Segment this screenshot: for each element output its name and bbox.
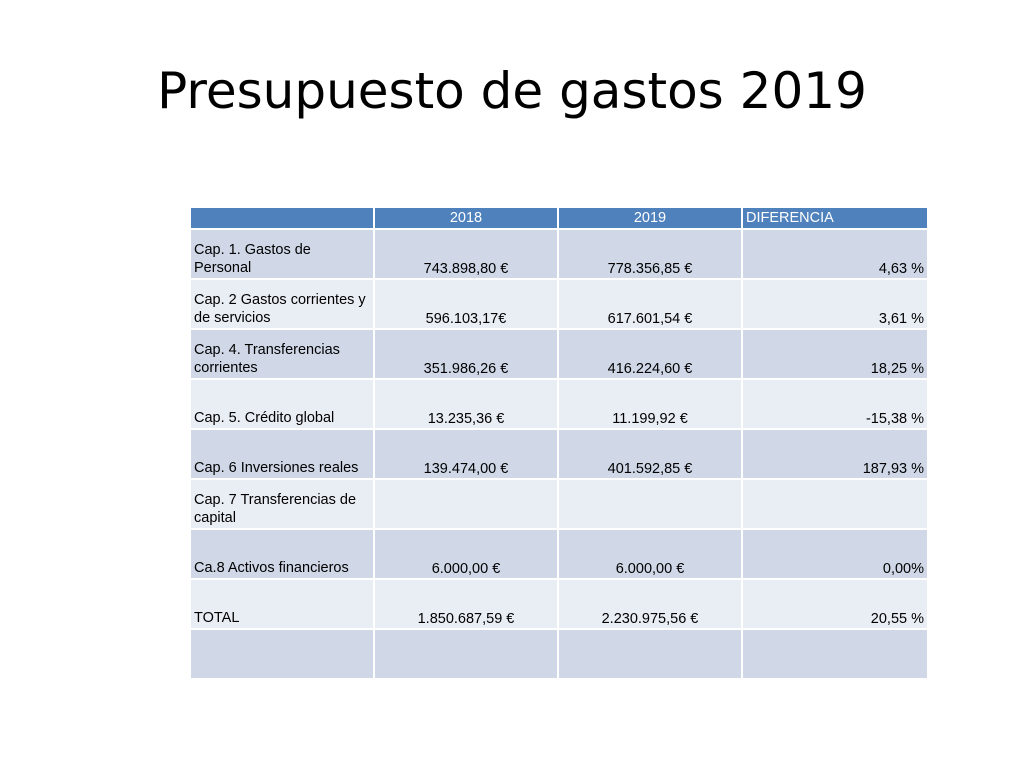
- value-diferencia: 4,63 %: [742, 229, 928, 279]
- value-2018: 13.235,36 €: [374, 379, 558, 429]
- value-diferencia: 20,55 %: [742, 579, 928, 629]
- value-2019: [558, 479, 742, 529]
- row-label: [190, 629, 374, 679]
- row-label: Cap. 6 Inversiones reales: [190, 429, 374, 479]
- value-2018: 596.103,17€: [374, 279, 558, 329]
- table-row: [190, 529, 928, 579]
- value-diferencia: [742, 629, 928, 679]
- value-2019: 11.199,92 €: [558, 379, 742, 429]
- row-label: Cap. 1. Gastos de Personal: [190, 229, 374, 279]
- header-empty: [190, 207, 374, 229]
- value-2018: 1.850.687,59 €: [374, 579, 558, 629]
- row-label: Cap. 2 Gastos corrientes y de servicios: [190, 279, 374, 329]
- value-2019: [558, 629, 742, 679]
- budget-table: [189, 206, 929, 680]
- value-2018: 351.986,26 €: [374, 329, 558, 379]
- table-row: [190, 479, 928, 529]
- table-row: [190, 279, 928, 329]
- value-2018: 139.474,00 €: [374, 429, 558, 479]
- row-label: TOTAL: [190, 579, 374, 629]
- value-2019: 2.230.975,56 €: [558, 579, 742, 629]
- value-2019: 6.000,00 €: [558, 529, 742, 579]
- value-diferencia: 18,25 %: [742, 329, 928, 379]
- header-2019: 2019: [558, 207, 742, 229]
- value-2018: [374, 479, 558, 529]
- table-row: [190, 229, 928, 279]
- table-header-row: [190, 207, 928, 229]
- row-label: Cap. 5. Crédito global: [190, 379, 374, 429]
- table-row-total: [190, 579, 928, 629]
- row-label: Cap. 7 Transferencias de capital: [190, 479, 374, 529]
- table-row: [190, 429, 928, 479]
- value-diferencia: 187,93 %: [742, 429, 928, 479]
- value-diferencia: -15,38 %: [742, 379, 928, 429]
- slide-title: Presupuesto de gastos 2019: [157, 62, 867, 120]
- header-2018: 2018: [374, 207, 558, 229]
- value-2019: 416.224,60 €: [558, 329, 742, 379]
- value-2019: 401.592,85 €: [558, 429, 742, 479]
- value-2018: 743.898,80 €: [374, 229, 558, 279]
- value-diferencia: 3,61 %: [742, 279, 928, 329]
- value-diferencia: [742, 479, 928, 529]
- value-2018: 6.000,00 €: [374, 529, 558, 579]
- value-2019: 778.356,85 €: [558, 229, 742, 279]
- header-diferencia: DIFERENCIA: [742, 207, 928, 229]
- value-2019: 617.601,54 €: [558, 279, 742, 329]
- table-row-empty: [190, 629, 928, 679]
- table-row: [190, 379, 928, 429]
- value-2018: [374, 629, 558, 679]
- row-label: Ca.8 Activos financieros: [190, 529, 374, 579]
- value-diferencia: 0,00%: [742, 529, 928, 579]
- table-row: [190, 329, 928, 379]
- row-label: Cap. 4. Transferencias corrientes: [190, 329, 374, 379]
